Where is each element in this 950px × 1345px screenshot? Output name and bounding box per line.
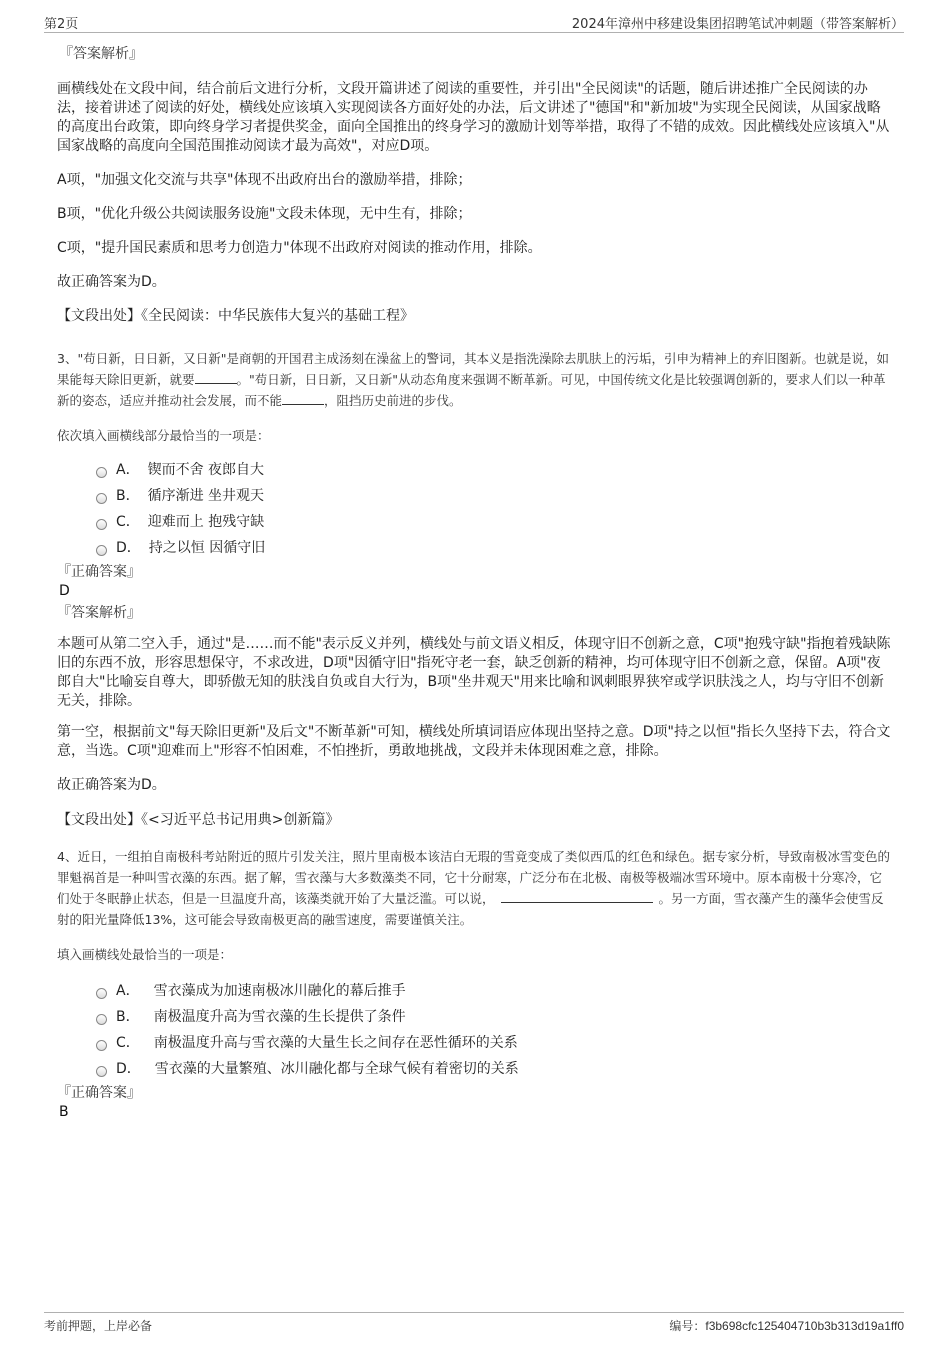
- analysis-paragraph: A项，"加强文化交流与共享"体现不出政府出台的激励举措，排除；: [57, 172, 472, 188]
- page-number: 第2页: [44, 17, 79, 32]
- analysis-label: 『答案解析』: [59, 46, 143, 62]
- option-letter: A．: [116, 462, 140, 478]
- option-letter: A．: [116, 983, 140, 999]
- option-text: 锲而不舍 夜郎自大: [147, 462, 265, 478]
- final-answer-statement: 故正确答案为D。: [57, 274, 166, 290]
- radio-button-icon[interactable]: [96, 988, 107, 999]
- page-content: [57, 44, 892, 1121]
- correct-answer-label: 『正确答案』: [57, 564, 141, 580]
- fill-blank: [501, 890, 653, 903]
- option-text: 迎难而上 抱残守缺: [147, 514, 265, 530]
- option-d[interactable]: [96, 534, 892, 560]
- page-header: [44, 10, 904, 33]
- analysis-label: 『答案解析』: [57, 605, 141, 621]
- option-b[interactable]: [96, 482, 892, 508]
- option-letter: C．: [116, 1035, 140, 1051]
- option-text: 雪衣藻成为加速南极冰川融化的幕后推手: [153, 983, 406, 999]
- correct-answer: D: [59, 583, 70, 599]
- option-d[interactable]: [96, 1055, 892, 1081]
- option-letter: B．: [116, 488, 140, 504]
- option-text: 循序渐进 坐井观天: [147, 488, 265, 504]
- option-letter: D．: [116, 540, 141, 556]
- stem-text: ，阻挡历史前进的步伐。: [324, 393, 462, 408]
- option-text: 雪衣藻的大量繁殖、冰川融化都与全球气候有着密切的关系: [154, 1061, 519, 1077]
- option-text: 持之以恒 因循守旧: [148, 540, 266, 556]
- option-letter: C．: [116, 514, 140, 530]
- correct-answer-label: 『正确答案』: [57, 1085, 141, 1101]
- source-citation: 【文段出处】《<习近平总书记用典>创新篇》: [57, 812, 340, 828]
- radio-button-icon[interactable]: [96, 467, 107, 478]
- answer-options: [96, 977, 892, 1081]
- document-title: 2024年漳州中移建设集团招聘笔试冲刺题（带答案解析）: [571, 17, 904, 32]
- footer-slogan: 考前押题，上岸必备: [44, 1319, 153, 1333]
- option-b[interactable]: [96, 1003, 892, 1029]
- fill-blank: [195, 371, 237, 384]
- source-citation: 【文段出处】《全民阅读：中华民族伟大复兴的基础工程》: [57, 308, 414, 324]
- stem-text: 3、"苟日新，日日新，又日新"是商朝的开国君主成汤刻在澡盆上的警词，其本义是指洗澡除去肌肤上的污垢，引申为精神上的弃旧图新。也就是说，如果能每天除旧更新，就要: [57, 351, 889, 387]
- analysis-paragraph: 本题可从第二空入手，通过"是……而不能"表示反义并列，横线处与前文语义相反，体现守旧不创新之意，C项"抱残守缺"指抱着残缺陈旧的东西不放，形容思想保守，不求改进，D项"因循守旧"指死守老一套，缺乏创新的精神，均可体现守旧不创新之意，保留。A项"夜郎自大"比喻妄自尊大，即骄傲无知的肤浅自负或自大行为，B项"坐井观天"用来比喻和讽刺眼界狭窄或学识肤浅之人，均与守旧不创新无关，排除。: [57, 636, 891, 709]
- option-a[interactable]: [96, 977, 892, 1003]
- answer-options: [96, 456, 892, 560]
- radio-button-icon[interactable]: [96, 1066, 107, 1077]
- radio-button-icon[interactable]: [96, 493, 107, 504]
- analysis-paragraph: 画横线处在文段中间，结合前后文进行分析，文段开篇讲述了阅读的重要性，并引出"全民阅读"的话题，随后讲述推广全民阅读的办法，接着讲述了阅读的好处，横线处应该填入实现阅读各方面好处的办法，后文讲述了"德国"和"新加坡"为实现全民阅读，从国家战略的高度出台政策，即向终身学习者提供奖金，面向全国推出的终身学习的激励计划等举措，取得了不错的成效。因此横线处应该填入"从国家战略的高度向全国范围推动阅读才最为高效"，对应D项。: [57, 81, 890, 154]
- radio-button-icon[interactable]: [96, 1014, 107, 1025]
- option-letter: D．: [116, 1061, 141, 1077]
- radio-button-icon[interactable]: [96, 1040, 107, 1051]
- option-c[interactable]: [96, 508, 892, 534]
- question-2-analysis: [57, 44, 892, 326]
- option-letter: B．: [116, 1009, 140, 1025]
- correct-answer: B: [59, 1104, 69, 1120]
- analysis-paragraph: C项，"提升国民素质和思考力创造力"体现不出政府对阅读的推动作用，排除。: [57, 240, 542, 256]
- question-stem: [57, 846, 892, 930]
- option-text: 南极温度升高与雪衣藻的大量生长之间存在恶性循环的关系: [153, 1035, 518, 1051]
- fill-blank: [282, 392, 324, 405]
- document-serial: 编号：f3b698cfc125404710b3b313d19a1ff0: [669, 1319, 904, 1333]
- radio-button-icon[interactable]: [96, 545, 107, 556]
- question-prompt: 依次填入画横线部分最恰当的一项是：: [57, 428, 270, 443]
- analysis-paragraph: 第一空，根据前文"每天除旧更新"及后文"不断革新"可知，横线处所填词语应体现出坚持之意。D项"持之以恒"指长久坚持下去，符合文意，当选。C项"迎难而上"形容不怕困难，不怕挫折，勇敢地挑战，文段并未体现困难之意，排除。: [57, 724, 891, 759]
- analysis-paragraph: B项，"优化升级公共阅读服务设施"文段未体现，无中生有，排除；: [57, 206, 472, 222]
- stem-text: 。"苟日新，日日新，又日新"从动态角度来强调不断革新。可见，中国传统文化是比较强调创新的，要求人们以一种革新的姿态，适应并推动社会发展，而不能: [57, 372, 886, 408]
- page-footer: [44, 1312, 904, 1335]
- question-stem: [57, 348, 892, 411]
- stem-text: 4、近日，一组拍自南极科考站附近的照片引发关注，照片里南极本该洁白无瑕的雪竟变成了类似西瓜的红色和绿色。据专家分析，导致南极冰雪变色的罪魁祸首是一种叫雪衣藻的东西。据了解，雪衣藻与大多数藻类不同，它十分耐寒，广泛分布在北极、南极等极端冰雪环境中。原本南极十分寒冷，它们处于冬眠静止状态，但是一旦温度升高，该藻类就开始了大量泛滥。可以说，: [57, 849, 890, 906]
- stem-text: 。另一方面，雪衣藻产生的藻华会使雪反射的阳光量降低13%，这可能会导致南极更高的融雪速度，需要谨慎关注。: [57, 891, 884, 927]
- radio-button-icon[interactable]: [96, 519, 107, 530]
- option-a[interactable]: [96, 456, 892, 482]
- question-4: [57, 846, 892, 1121]
- option-text: 南极温度升高为雪衣藻的生长提供了条件: [153, 1009, 406, 1025]
- option-c[interactable]: [96, 1029, 892, 1055]
- question-3: [57, 348, 892, 830]
- final-answer-statement: 故正确答案为D。: [57, 777, 166, 793]
- question-prompt: 填入画横线处最恰当的一项是：: [57, 947, 233, 962]
